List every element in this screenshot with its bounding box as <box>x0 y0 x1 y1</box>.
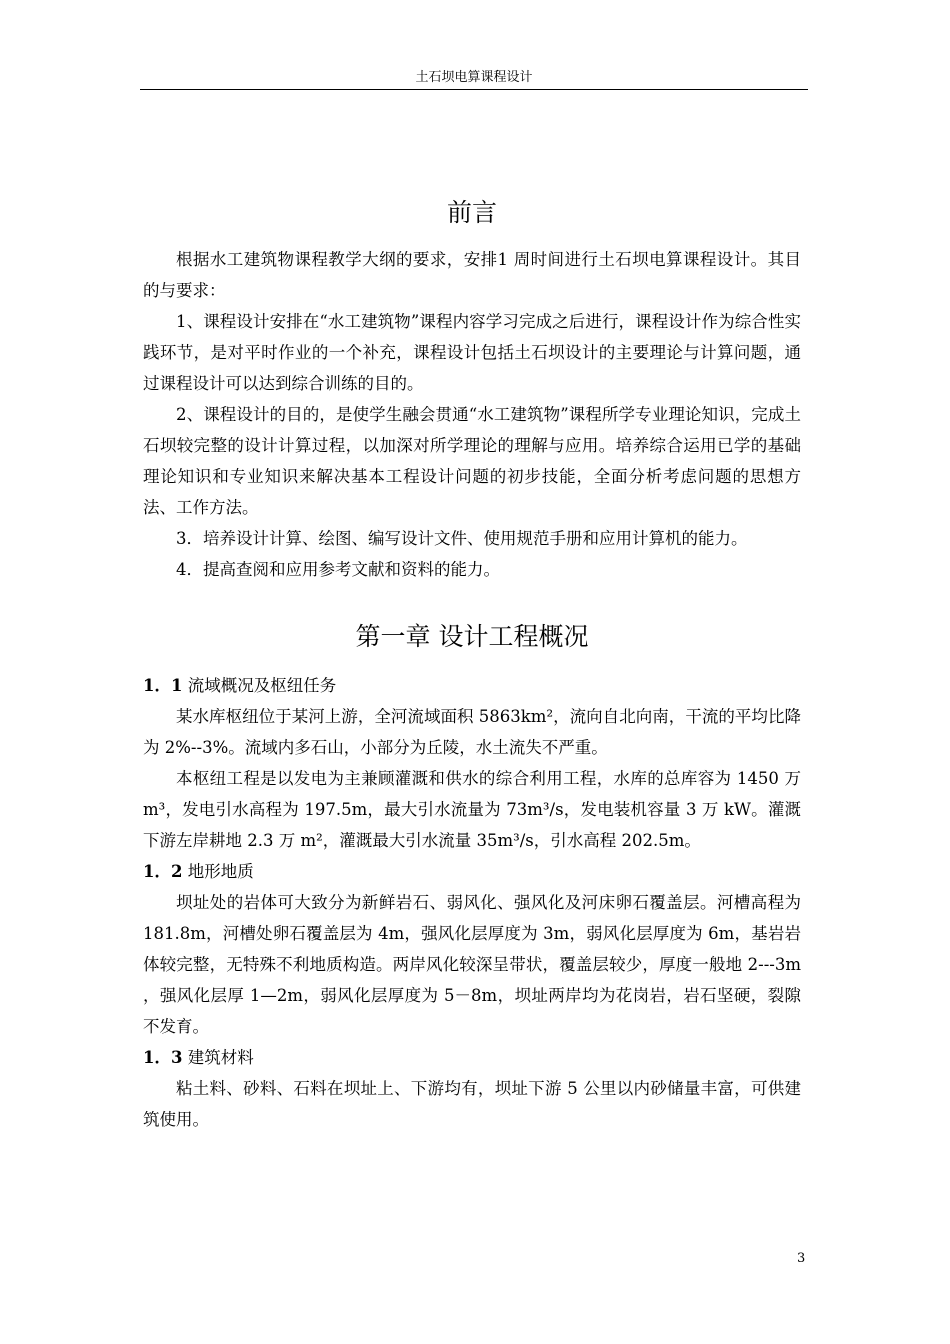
section-title: 流域概况及枢纽任务 <box>187 676 337 695</box>
chapter-1 <box>143 620 801 654</box>
section-number: 1．2 <box>143 862 183 881</box>
chapter-1-body <box>143 670 801 1135</box>
preface-paragraph: 4．提高查阅和应用参考文献和资料的能力。 <box>176 560 500 579</box>
section-paragraph: 本枢纽工程是以发电为主兼顾灌溉和供水的综合利用工程，水库的总库容为 1450 万 m³，发电引水高程为 197.5m，最大引水流量为 73m³/s，发电装机容量 3 万 kW。灌溉下游左岸耕地 2.3 万 m²，灌溉最大引水流量 35m³/s，引水高程 202.5m。 <box>143 769 801 850</box>
section-heading <box>143 670 801 701</box>
section-number: 1．1 <box>143 676 183 695</box>
preface-body <box>143 244 801 585</box>
preface-paragraph: 根据水工建筑物课程教学大纲的要求，安排1 周时间进行土石坝电算课程设计。其目的与要求： <box>143 250 801 300</box>
section-paragraph: 粘土料、砂料、石料在坝址上、下游均有，坝址下游 5 公里以内砂储量丰富，可供建筑使用。 <box>143 1079 801 1129</box>
section-paragraph: 坝址处的岩体可大致分为新鲜岩石、弱风化、强风化及河床卵石覆盖层。河槽高程为 181.8m，河槽处卵石覆盖层为 4m，强风化层厚度为 3m，弱风化层厚度为 6m，基岩岩体较完整，无特殊不利地质构造。两岸风化较深呈带状，覆盖层较少，厚度一般地 2---3m ，强风化层厚 1—2m，弱风化层厚度为 5－8m，坝址两岸均为花岗岩，岩石坚硬，裂隙不发育。 <box>143 893 801 1036</box>
section-heading <box>143 856 801 887</box>
running-header: 土石坝电算课程设计 <box>415 70 533 85</box>
section-paragraph: 某水库枢纽位于某河上游，全河流域面积 5863km²，流向自北向南，干流的平均比降为 2%--3%。流域内多石山，小部分为丘陵，水土流失不严重。 <box>143 707 801 757</box>
preface-paragraph: 1、课程设计安排在“水工建筑物”课程内容学习完成之后进行，课程设计作为综合性实践环节，是对平时作业的一个补充，课程设计包括土石坝设计的主要理论与计算问题，通过课程设计可以达到综合训练的目的。 <box>143 312 801 393</box>
preface-paragraph: 3．培养设计计算、绘图、编写设计文件、使用规范手册和应用计算机的能力。 <box>176 529 748 548</box>
header-rule <box>140 89 808 90</box>
chapter-title: 第一章 设计工程概况 <box>355 622 589 651</box>
preface-section <box>143 196 801 230</box>
preface-paragraph: 2、课程设计的目的，是使学生融会贯通“水工建筑物”课程所学专业理论知识，完成土石坝较完整的设计计算过程，以加深对所学理论的理解与应用。培养综合运用已学的基础理论知识和专业知识来解决基本工程设计问题的初步技能，全面分析考虑问题的思想方法、工作方法。 <box>143 405 801 517</box>
page-number: 3 <box>797 1251 806 1266</box>
section-title: 建筑材料 <box>187 1048 254 1067</box>
section-title: 地形地质 <box>187 862 254 881</box>
section-number: 1．3 <box>143 1048 183 1067</box>
preface-title: 前言 <box>446 198 497 227</box>
section-heading <box>143 1042 801 1073</box>
